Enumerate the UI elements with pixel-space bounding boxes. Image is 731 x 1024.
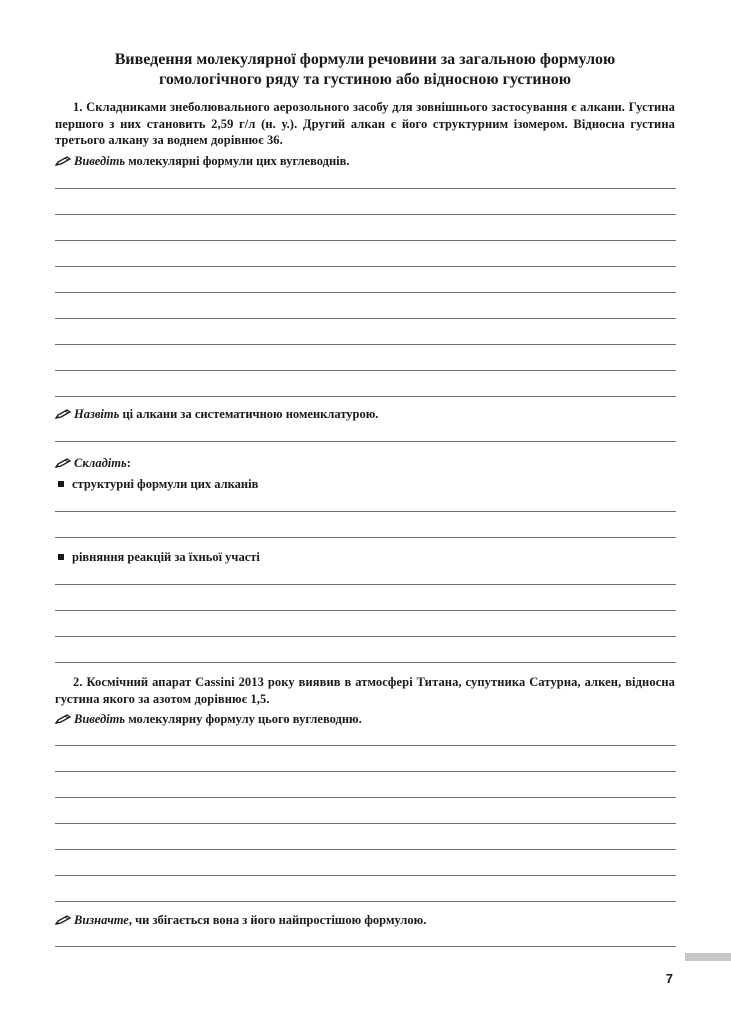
- task-2-prompt-derive-verb: Виведіть: [74, 712, 126, 726]
- answer-line[interactable]: [55, 662, 676, 663]
- task-1-prompt-derive: [55, 153, 675, 169]
- answer-line[interactable]: [55, 584, 676, 585]
- answer-line[interactable]: [55, 849, 676, 850]
- task-1-prompt-compose: [55, 455, 675, 471]
- pencil-icon: [55, 915, 72, 925]
- task-1-bullet-reactions-text: рівняння реакцій за їхньої участі: [72, 550, 260, 564]
- answer-line[interactable]: [55, 946, 676, 947]
- answer-line[interactable]: [55, 318, 676, 319]
- answer-line[interactable]: [55, 901, 676, 902]
- task-2-prompt-determine: [55, 912, 675, 928]
- pencil-icon: [55, 409, 72, 419]
- answer-line[interactable]: [55, 610, 676, 611]
- task-2-prompt-derive: [55, 711, 675, 727]
- pencil-icon: [55, 714, 72, 724]
- task-1-bullet-structural-text: структурні формули цих алканів: [72, 477, 259, 491]
- answer-line[interactable]: [55, 441, 676, 442]
- page-title: [60, 50, 670, 90]
- pencil-icon: [55, 458, 72, 468]
- task-1-text: 1. Складниками знеболювального аерозольного засобу для зовнішнього застосування є алкани. Густина першого з них становить 2,59 г/л (н. у.). Другий алкан є його структурним ізомером. Відносна густина третього алкану за воднем дорівнює 36.: [55, 100, 675, 147]
- answer-line[interactable]: [55, 266, 676, 267]
- answer-line[interactable]: [55, 214, 676, 215]
- task-1-prompt-name: [55, 406, 675, 422]
- square-bullet-icon: [58, 554, 64, 560]
- task-1-prompt-name-verb: Назвіть: [74, 407, 120, 421]
- answer-line[interactable]: [55, 823, 676, 824]
- answer-line[interactable]: [55, 537, 676, 538]
- page-number: 7: [665, 971, 673, 986]
- task-2-prompt-derive-text: молекулярну формулу цього вуглеводню.: [125, 712, 362, 726]
- task-1-bullet-reactions: [58, 549, 678, 565]
- task-1-prompt-compose-text: :: [126, 456, 131, 470]
- answer-line[interactable]: [55, 396, 676, 397]
- answer-line[interactable]: [55, 771, 676, 772]
- answer-line[interactable]: [55, 370, 676, 371]
- page-edge-tab: [685, 953, 731, 961]
- task-2-text: 2. Космічний апарат Cassini 2013 року виявив в атмосфері Титана, супутника Сатурна, алкен, відносна густина якого за азотом дорівнює 1,5.: [55, 675, 675, 706]
- answer-line[interactable]: [55, 745, 676, 746]
- task-1-bullet-structural: [58, 476, 678, 492]
- task-2-prompt-determine-text: , чи збігається вона з його найпростішою формулою.: [128, 913, 427, 927]
- answer-line[interactable]: [55, 511, 676, 512]
- answer-line[interactable]: [55, 875, 676, 876]
- answer-line[interactable]: [55, 636, 676, 637]
- page-title-line-1: Виведення молекулярної формули речовини за загальною формулою: [114, 51, 616, 68]
- pencil-icon: [55, 156, 72, 166]
- answer-line[interactable]: [55, 797, 676, 798]
- task-1-prompt-compose-verb: Складіть: [74, 456, 127, 470]
- task-1-prompt-name-text: ці алкани за систематичною номенклатурою.: [119, 407, 379, 421]
- answer-line[interactable]: [55, 292, 676, 293]
- answer-line[interactable]: [55, 188, 676, 189]
- task-2-prompt-determine-verb: Визначте: [74, 913, 129, 927]
- task-1-prompt-derive-text: молекулярні формули цих вуглеводнів.: [125, 154, 350, 168]
- square-bullet-icon: [58, 481, 64, 487]
- answer-line[interactable]: [55, 240, 676, 241]
- task-1-prompt-derive-verb: Виведіть: [74, 154, 126, 168]
- page-title-line-2: гомологічного ряду та густиною або відносною густиною: [158, 71, 572, 88]
- answer-line[interactable]: [55, 344, 676, 345]
